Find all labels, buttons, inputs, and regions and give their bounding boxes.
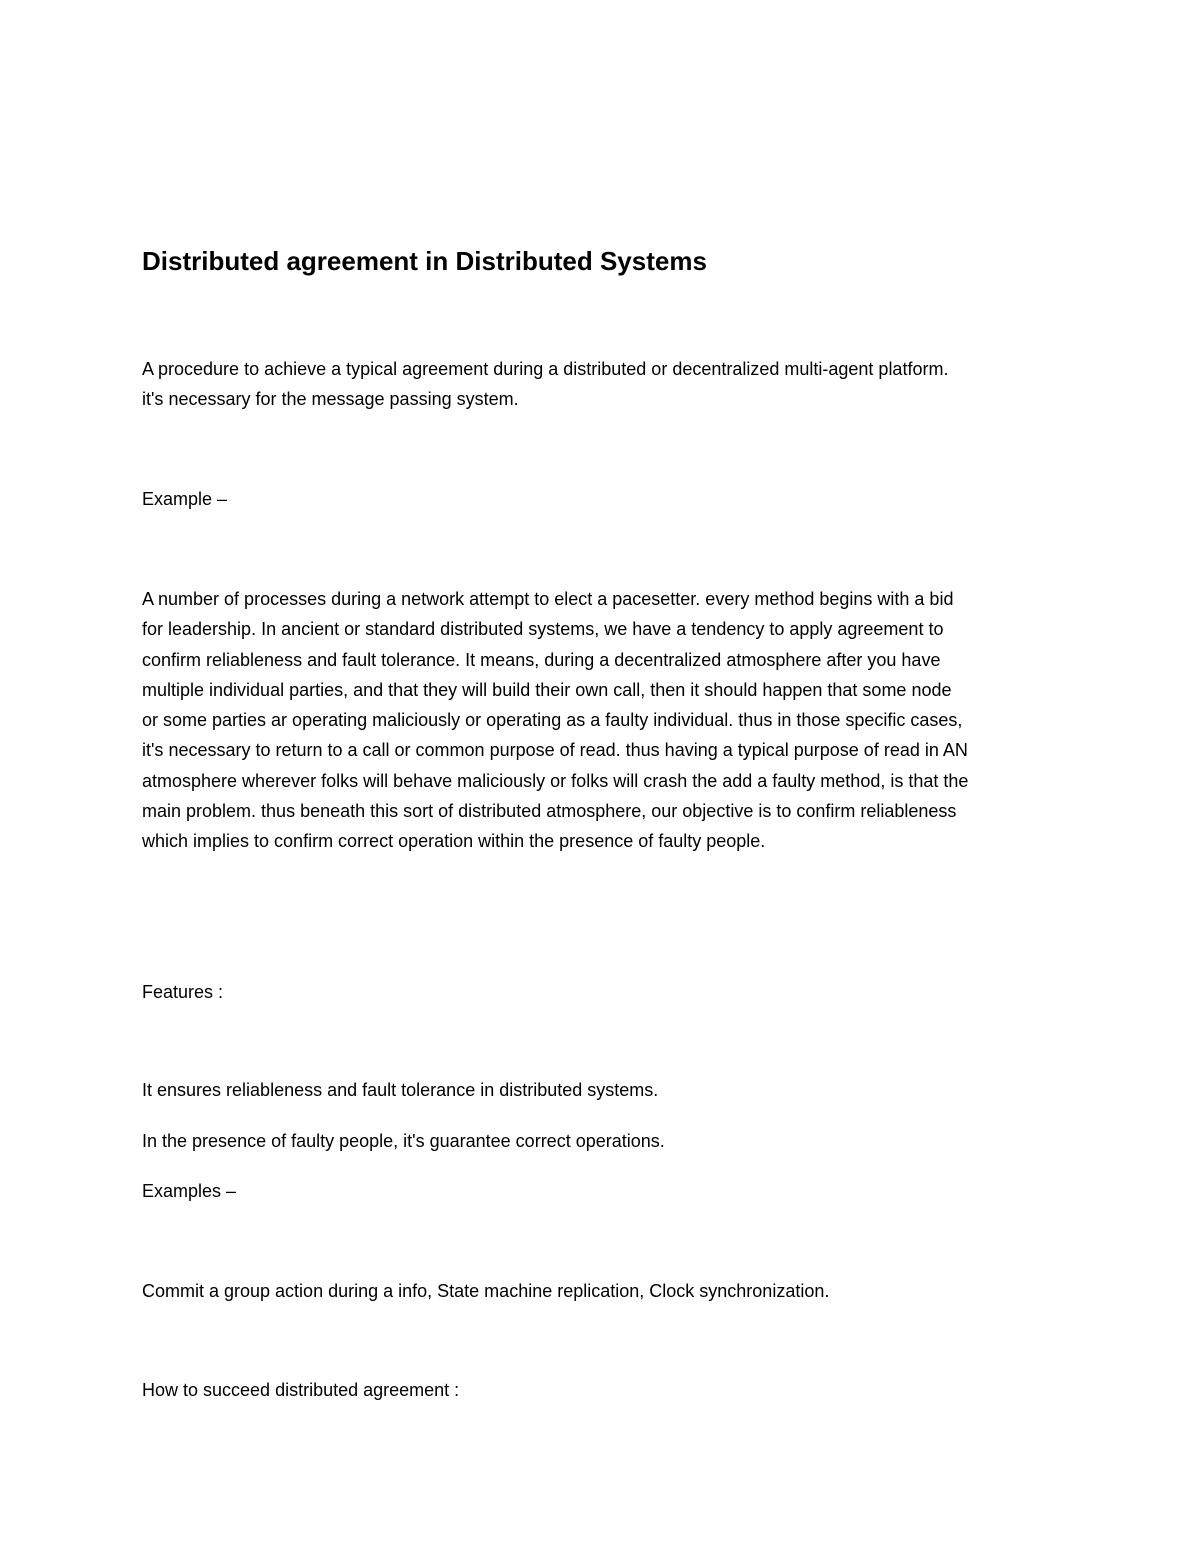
paragraph-line: which implies to confirm correct operation within the presence of faulty people.	[142, 831, 766, 852]
example-label: Example –	[142, 489, 228, 509]
examples-list: Commit a group action during a info, State machine replication, Clock synchronization.	[142, 1281, 830, 1301]
paragraph-line: confirm reliableness and fault tolerance. It means, during a decentralized atmosphere after you have	[142, 649, 941, 670]
document-title: Distributed agreement in Distributed Systems	[142, 246, 707, 276]
paragraph-line: for leadership. In ancient or standard distributed systems, we have a tendency to apply agreement to	[142, 619, 944, 640]
intro-line: A procedure to achieve a typical agreement during a distributed or decentralized multi-agent platform.	[142, 359, 949, 379]
examples-label: Examples –	[142, 1181, 237, 1201]
paragraph-line: A number of processes during a network attempt to elect a pacesetter. every method begins with a bid	[142, 589, 954, 609]
features-label: Features :	[142, 982, 224, 1002]
main-paragraph	[142, 584, 1062, 857]
feature-item: It ensures reliableness and fault tolerance in distributed systems.	[142, 1080, 659, 1100]
paragraph-line: atmosphere wherever folks will behave maliciously or folks will crash the add a faulty method, is that the	[142, 770, 969, 791]
paragraph-line: or some parties ar operating maliciously or operating as a faulty individual. thus in those specific cases,	[142, 710, 963, 731]
paragraph-line: it's necessary to return to a call or common purpose of read. thus having a typical purpose of read in AN	[142, 740, 968, 761]
feature-item: In the presence of faulty people, it's guarantee correct operations.	[142, 1131, 665, 1151]
how-to-heading: How to succeed distributed agreement :	[142, 1380, 460, 1400]
intro-paragraph	[142, 354, 1062, 415]
paragraph-line: multiple individual parties, and that they will build their own call, then it should happen that some node	[142, 679, 952, 700]
paragraph-line: main problem. thus beneath this sort of distributed atmosphere, our objective is to confirm reliableness	[142, 801, 957, 822]
intro-line: it's necessary for the message passing system.	[142, 389, 519, 410]
